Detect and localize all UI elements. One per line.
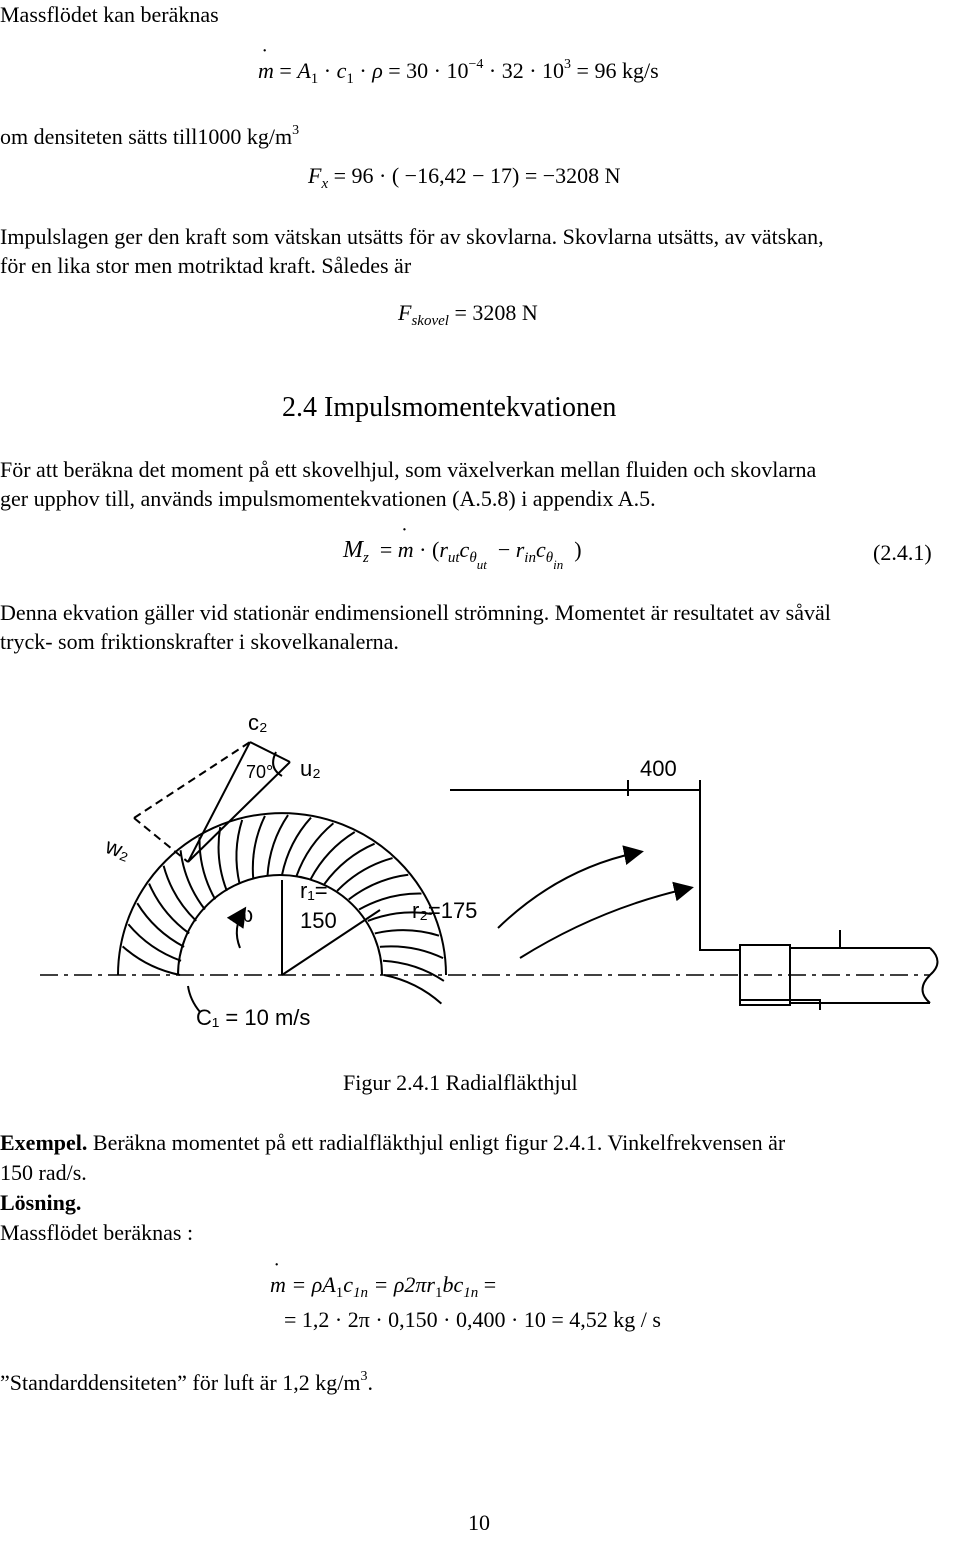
eq-symbol: m ˙ <box>258 58 274 83</box>
eq-subscript: θ <box>545 550 554 566</box>
equation-number: (2.4.1) <box>873 540 932 565</box>
eq-symbol: F <box>308 163 322 188</box>
blade <box>380 946 443 958</box>
mass-flow-intro-2: Massflödet beräknas : <box>0 1220 194 1245</box>
blade <box>297 823 334 876</box>
eq-subscript: z <box>363 550 369 566</box>
eq-symbol: F <box>398 300 412 325</box>
denna-paragraph-line-2: tryck- som friktionskrafter i skovelkanalerna. <box>0 629 399 654</box>
solution-label: Lösning. <box>0 1190 82 1215</box>
eq-symbol: r <box>515 537 525 562</box>
radial-fan-figure <box>0 690 960 1060</box>
eq-exponent: −4 <box>468 57 484 72</box>
standard-density-body: ”Standarddensiteten” för luft är 1,2 kg/m <box>0 1370 361 1395</box>
label-u2: u₂ <box>300 756 321 781</box>
standard-density-exponent: 3 <box>360 1369 368 1384</box>
eq-value: = 30 · 10 <box>388 58 469 83</box>
eq-operator: ) <box>574 537 582 562</box>
eq-operator: = <box>478 1272 497 1297</box>
denna-paragraph-line-1: Denna ekvation gäller vid stationär endimensionell strömning. Momentet är resultatet av såväl <box>0 600 831 625</box>
eq-symbol: c <box>459 537 470 562</box>
mass-flow-equation-2-line-2: = 1,2 · 2π · 0,150 · 0,400 · 10 = 4,52 kg / s <box>284 1307 661 1332</box>
eq-subscript: skovel <box>411 313 449 329</box>
eq-symbol: c <box>535 537 546 562</box>
section-heading: 2.4 Impulsmomentekvationen <box>282 392 617 423</box>
u2-vector <box>188 762 290 862</box>
eq-value: = 96 · ( −16,42 − 17) = −3208 N <box>333 163 621 188</box>
label-c2: c₂ <box>248 710 268 735</box>
flow-arrow-2 <box>520 888 690 958</box>
blade <box>164 866 197 921</box>
eq-subscript: 1 <box>435 1285 443 1301</box>
example-text: Beräkna momentet på ett radialfläkthjul enligt figur 2.4.1. Vinkelfrekvensen är <box>87 1130 786 1155</box>
density-text <box>0 116 299 152</box>
eq-exponent: 3 <box>564 57 572 72</box>
eq-symbol: ρ <box>372 58 383 83</box>
figure-caption: Figur 2.4.1 Radialfläkthjul <box>343 1070 578 1095</box>
mass-flow-equation: m ˙ = $A_1 \cdot c_1 \cdot \rho = 30 \cdot 10^{-4} \cdot 32 \cdot 10^3 = 96$ kg/s <box>258 57 659 88</box>
flow-arrow-1 <box>498 852 640 928</box>
label-r1: r₁= <box>300 878 328 903</box>
eq-subscript: 1n <box>463 1285 479 1301</box>
eq-symbol: A <box>297 58 311 83</box>
blade <box>253 816 265 879</box>
density-exponent: 3 <box>292 123 300 138</box>
blade <box>123 946 180 975</box>
eq-value: = 96 kg/s <box>576 58 659 83</box>
eq-symbol: m ˙ <box>398 537 414 562</box>
label-r1-value: 150 <box>300 908 337 933</box>
mass-intro-text: Massflödet kan beräknas <box>0 2 219 27</box>
mass-flow-equation-2-line-1 <box>270 1272 496 1302</box>
label-w2: w₂ <box>102 833 134 866</box>
w2-vector <box>134 818 188 862</box>
eq-subscript: ut <box>476 557 487 572</box>
eq-subscript: θ <box>469 550 477 566</box>
triangle-side <box>250 742 290 762</box>
eq-symbol: m ˙ <box>270 1272 286 1297</box>
eq-subscript: in <box>524 550 536 566</box>
impuls-paragraph-line-1: Impulslagen ger den kraft som vätskan utsätts för av skovlarna. Skovlarna utsätts, av vätskan, <box>0 224 824 249</box>
eq-subscript: x <box>321 176 329 192</box>
eq-symbol: c <box>343 1272 353 1297</box>
triangle-dashed <box>134 742 250 818</box>
blade <box>384 975 441 1004</box>
label-400: 400 <box>640 756 677 781</box>
eq-subscript: 1 <box>310 71 319 87</box>
blade <box>200 837 216 899</box>
eq-operator: · ( <box>419 537 440 562</box>
moment-paragraph-line-1: För att beräkna det moment på ett skovelhjul, som växelverkan mellan fluiden och skovlarna <box>0 457 817 482</box>
impuls-paragraph-line-2: för en lika stor men motriktad kraft. Således är <box>0 253 412 278</box>
eq-value: = ρ2πr <box>368 1272 435 1297</box>
page-number: 10 <box>468 1510 490 1535</box>
eq-value: = ρA <box>291 1272 336 1297</box>
example-line-1 <box>0 1128 785 1158</box>
moment-equation <box>343 537 582 573</box>
blade <box>128 924 181 961</box>
eq-value: = 3208 N <box>448 300 538 325</box>
example-label: Exempel. <box>0 1130 88 1155</box>
eq-subscript: 1n <box>353 1285 368 1301</box>
eq-operator: = <box>279 58 292 83</box>
label-omega: ω <box>236 902 254 927</box>
standard-density-end: . <box>367 1370 373 1395</box>
eq-symbol: bc <box>442 1272 464 1297</box>
eq-subscript: 1 <box>346 71 354 87</box>
force-skovel-equation <box>398 300 538 330</box>
eq-subscript: 1 <box>335 1285 344 1301</box>
force-x-equation <box>308 163 621 193</box>
blade <box>337 858 392 891</box>
eq-value: · 32 · 10 <box>488 58 565 83</box>
eq-symbol: c <box>336 58 347 83</box>
eq-subscript: in <box>553 557 564 572</box>
example-line-2: 150 rad/s. <box>0 1160 87 1185</box>
eq-operator: = <box>379 537 393 562</box>
eq-operator: − <box>497 537 511 562</box>
label-r2: r₂=175 <box>412 898 478 923</box>
eq-symbol: M <box>343 537 363 563</box>
eq-subscript: ut <box>447 550 460 566</box>
moment-paragraph-line-2: ger upphov till, används impulsmomentekvationen (A.5.8) i appendix A.5. <box>0 486 656 511</box>
label-c1: C₁ = 10 m/s <box>196 1005 311 1030</box>
blade <box>236 820 242 884</box>
label-angle: 70° <box>246 762 274 782</box>
blade <box>282 818 311 875</box>
eq-symbol: r <box>439 537 448 562</box>
standard-density-text <box>0 1362 373 1398</box>
blade <box>375 930 439 936</box>
inner-rim <box>178 875 382 975</box>
density-text-body: om densiteten sätts till1000 kg/m <box>0 124 293 149</box>
blade <box>219 827 227 891</box>
